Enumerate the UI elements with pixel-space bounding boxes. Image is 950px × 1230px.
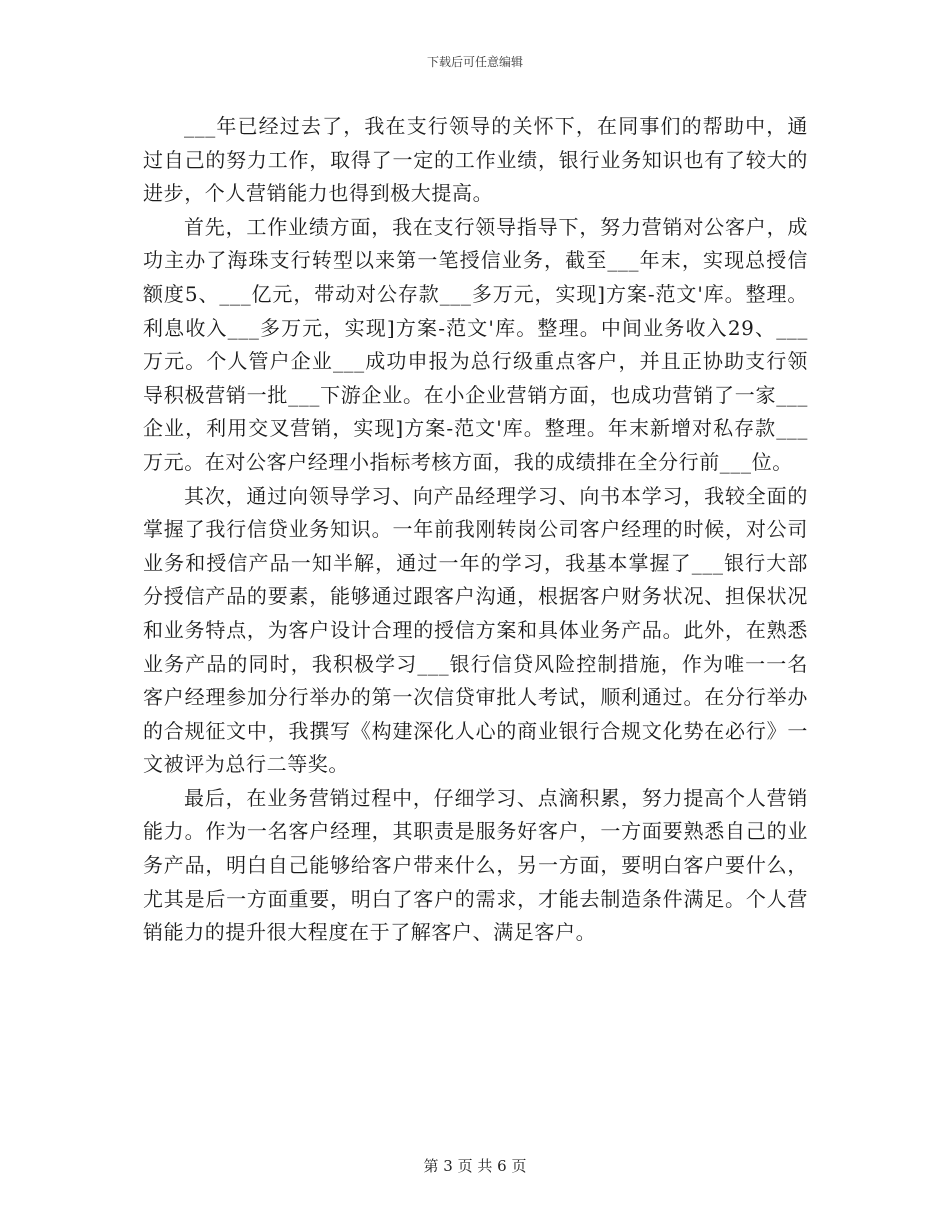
header-note: 下载后可任意编辑	[426, 55, 523, 69]
paragraph-learning: 其次，通过向领导学习、向产品经理学习、向书本学习，我较全面的掌握了我行信贷业务知识。一年前我刚转岗公司客户经理的时候，对公司业务和授信产品一知半解，通过一年的学习，我基本掌握了___银行大部分授信产品的要素，能够通过跟客户沟通，根据客户财务状况、担保状况和业务特点，为客户设计合理的授信方案和具体业务产品。此外，在熟悉业务产品的同时，我积极学习___银行信贷风险控制措施，作为唯一一名客户经理参加分行举办的第一次信贷审批人考试，顺利通过。在分行举办的合规征文中，我撰写《构建深化人心的商业银行合规文化势在必行》一文被评为总行二等奖。	[143, 483, 808, 777]
paragraph-performance: 首先，工作业绩方面，我在支行领导指导下，努力营销对公客户，成功主办了海珠支行转型以来第一笔授信业务，截至___年末，实现总授信额度5、___亿元，带动对公存款___多万元，实现]方案-范文'库。整理。利息收入___多万元，实现]方案-范文'库。整理。中间业务收入29、___万元。个人管户企业___成功申报为总行级重点客户，并且正协助支行领导积极营销一批___下游企业。在小企业营销方面，也成功营销了一家___企业，利用交叉营销，实现]方案-范文'库。整理。年末新增对私存款___万元。在对公客户经理小指标考核方面，我的成绩排在全分行前___位。	[143, 214, 808, 474]
page-number: 第 3 页 共 6 页	[423, 1157, 527, 1175]
paragraph-marketing: 最后，在业务营销过程中，仔细学习、点滴积累，努力提高个人营销能力。作为一名客户经理，其职责是服务好客户，一方面要熟悉自己的业务产品，明白自己能够给客户带来什么，另一方面，要明白客户要什么，尤其是后一方面重要，明白了客户的需求，才能去制造条件满足。个人营销能力的提升很大程度在于了解客户、满足客户。	[143, 785, 808, 945]
paragraph-intro: ___年已经过去了，我在支行领导的关怀下，在同事们的帮助中，通过自己的努力工作，取得了一定的工作业绩，银行业务知识也有了较大的进步，个人营销能力也得到极大提高。	[143, 114, 808, 206]
document-body	[143, 110, 808, 950]
